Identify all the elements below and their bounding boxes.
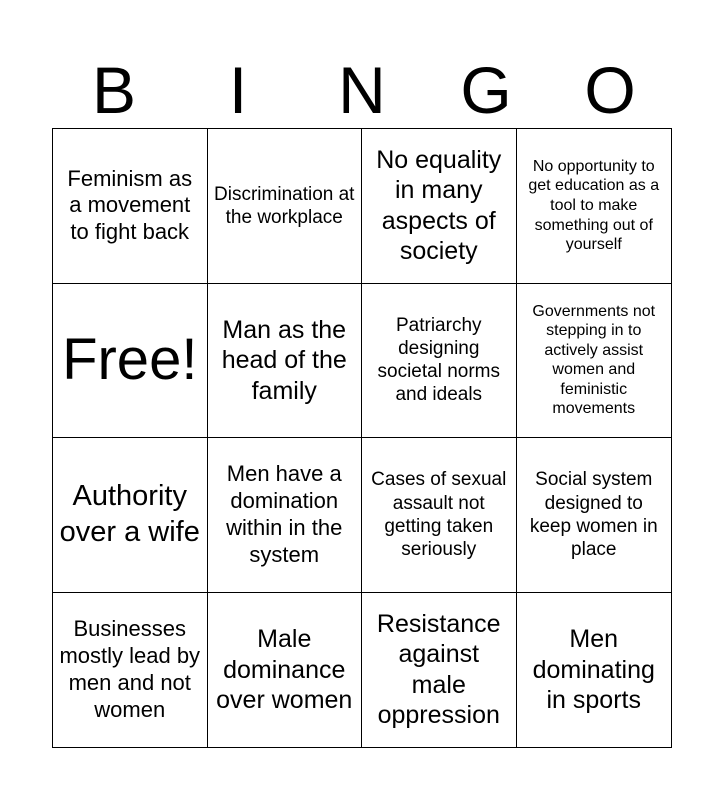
bingo-cell[interactable]	[517, 129, 672, 284]
bingo-cell-text: Cases of sexual assault not getting taken seriously	[371, 469, 507, 560]
bingo-cell[interactable]	[517, 284, 672, 439]
bingo-cell-text: No opportunity to get education as a tool to make something out of yourself	[528, 157, 660, 254]
bingo-cell[interactable]	[208, 438, 363, 593]
free-space-cell[interactable]	[53, 284, 208, 439]
header-letter-g: G	[460, 53, 512, 127]
bingo-board	[52, 128, 672, 748]
header-letter-n: N	[338, 53, 386, 127]
bingo-cell-text: Feminism as a movement to fight back	[67, 165, 193, 245]
bingo-cell[interactable]	[517, 438, 672, 593]
bingo-cell-text: Businesses mostly lead by men and not women	[59, 616, 201, 722]
bingo-cell[interactable]	[362, 593, 517, 748]
bingo-cell[interactable]	[53, 129, 208, 284]
bingo-cell-text: No equality in many aspects of society	[376, 145, 502, 266]
bingo-cell-text: Man as the head of the family	[221, 315, 347, 405]
bingo-cell-text: Governments not stepping in to actively assist women and feministic movements	[532, 302, 656, 418]
bingo-cell-text: Patriarchy designing societal norms and ideals	[377, 314, 500, 406]
bingo-cell[interactable]	[208, 593, 363, 748]
bingo-cell[interactable]	[517, 593, 672, 748]
bingo-cell-text: Male dominance over women	[216, 625, 353, 714]
header-letter-b: B	[91, 53, 137, 127]
bingo-cell[interactable]	[53, 438, 208, 593]
bingo-cell-text: Resistance against male oppression	[376, 609, 501, 730]
bingo-cell[interactable]	[362, 129, 517, 284]
bingo-cell-text: Discrimination at the workplace	[214, 183, 355, 228]
bingo-cell[interactable]	[362, 284, 517, 439]
bingo-cell-text: Men dominating in sports	[532, 625, 655, 714]
bingo-cell-text: Social system designed to keep women in place	[529, 469, 658, 560]
bingo-header	[52, 52, 672, 128]
bingo-cell-text: Men have a domination within in the system	[226, 461, 343, 567]
bingo-cell[interactable]	[208, 129, 363, 284]
bingo-cell[interactable]	[362, 438, 517, 593]
header-letter-o: O	[584, 53, 636, 127]
bingo-cell[interactable]	[53, 593, 208, 748]
bingo-cell[interactable]	[208, 284, 363, 439]
free-space-label: Free!	[62, 326, 198, 392]
header-letter-i: I	[228, 53, 248, 127]
bingo-cell-text: Authority over a wife	[59, 480, 200, 548]
